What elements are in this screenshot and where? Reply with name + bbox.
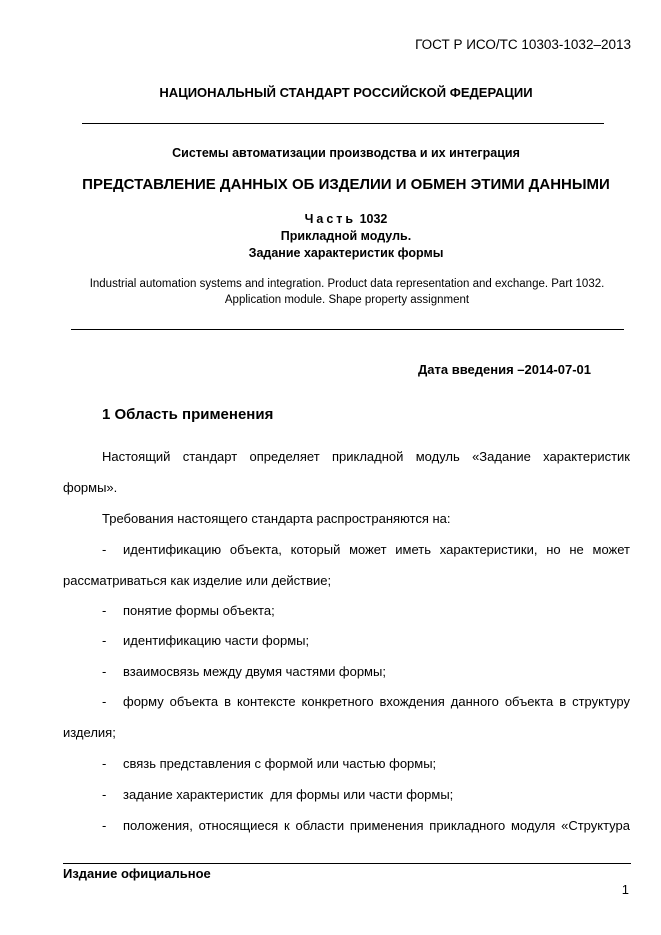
paragraph-1-line-2: формы».	[63, 480, 118, 495]
official-edition-label: Издание официальное	[63, 866, 211, 881]
paragraph-1-line-1: Настоящий стандарт определяет прикладной модуль «Задание характеристик	[102, 449, 630, 464]
list-dash: -	[102, 542, 107, 557]
section-heading: 1 Область применения	[102, 406, 274, 423]
title-divider	[71, 329, 624, 330]
series-title: Системы автоматизации производства и их интеграция	[172, 146, 520, 160]
part-block	[0, 211, 661, 262]
list-dash: -	[102, 818, 107, 833]
list-dash: -	[102, 787, 107, 802]
list-dash: -	[102, 694, 107, 709]
list-item: связь представления с формой или частью формы;	[123, 756, 437, 771]
list-item: положения, относящиеся к области применения прикладного модуля «Структура	[123, 818, 630, 833]
list-item: взаимосвязь между двумя частями формы;	[123, 664, 386, 679]
list-item-continuation: рассматриваться как изделие или действие;	[63, 573, 332, 588]
page-number: 1	[621, 882, 629, 897]
list-dash: -	[102, 603, 107, 618]
list-item: форму объекта в контексте конкретного вхождения данного объекта в структуру	[123, 694, 630, 709]
list-item: понятие формы объекта;	[123, 603, 275, 618]
english-title: Industrial automation systems and integration. Product data representation and exchange. Part 1032. Application module. Shape property assignment	[89, 278, 605, 306]
part-subtitle-1: Прикладной модуль.	[280, 229, 412, 243]
paragraph-2: Требования настоящего стандарта распространяются на:	[102, 511, 451, 526]
list-item: идентификацию объекта, который может иметь характеристики, но не может	[123, 542, 630, 557]
list-item-continuation: изделия;	[63, 725, 116, 740]
part-line	[0, 211, 661, 228]
footer-divider	[63, 863, 631, 864]
list-dash: -	[102, 756, 107, 771]
part-subtitle-2: Задание характеристик формы	[248, 246, 444, 260]
list-item: идентификацию части формы;	[123, 633, 310, 648]
standard-code: ГОСТ Р ИСО/ТС 10303-1032–2013	[415, 37, 631, 52]
list-dash: -	[102, 664, 107, 679]
national-standard-heading: НАЦИОНАЛЬНЫЙ СТАНДАРТ РОССИЙСКОЙ ФЕДЕРАЦИИ	[159, 85, 533, 100]
top-divider	[82, 123, 604, 124]
list-item: задание характеристик для формы или части формы;	[123, 787, 454, 802]
part-number: 1032	[359, 212, 388, 226]
effective-date: Дата введения –2014-07-01	[418, 362, 591, 377]
main-title: ПРЕДСТАВЛЕНИЕ ДАННЫХ ОБ ИЗДЕЛИИ И ОБМЕН ЭТИМИ ДАННЫМИ	[82, 176, 610, 193]
list-dash: -	[102, 633, 107, 648]
part-word: Часть	[304, 212, 357, 226]
